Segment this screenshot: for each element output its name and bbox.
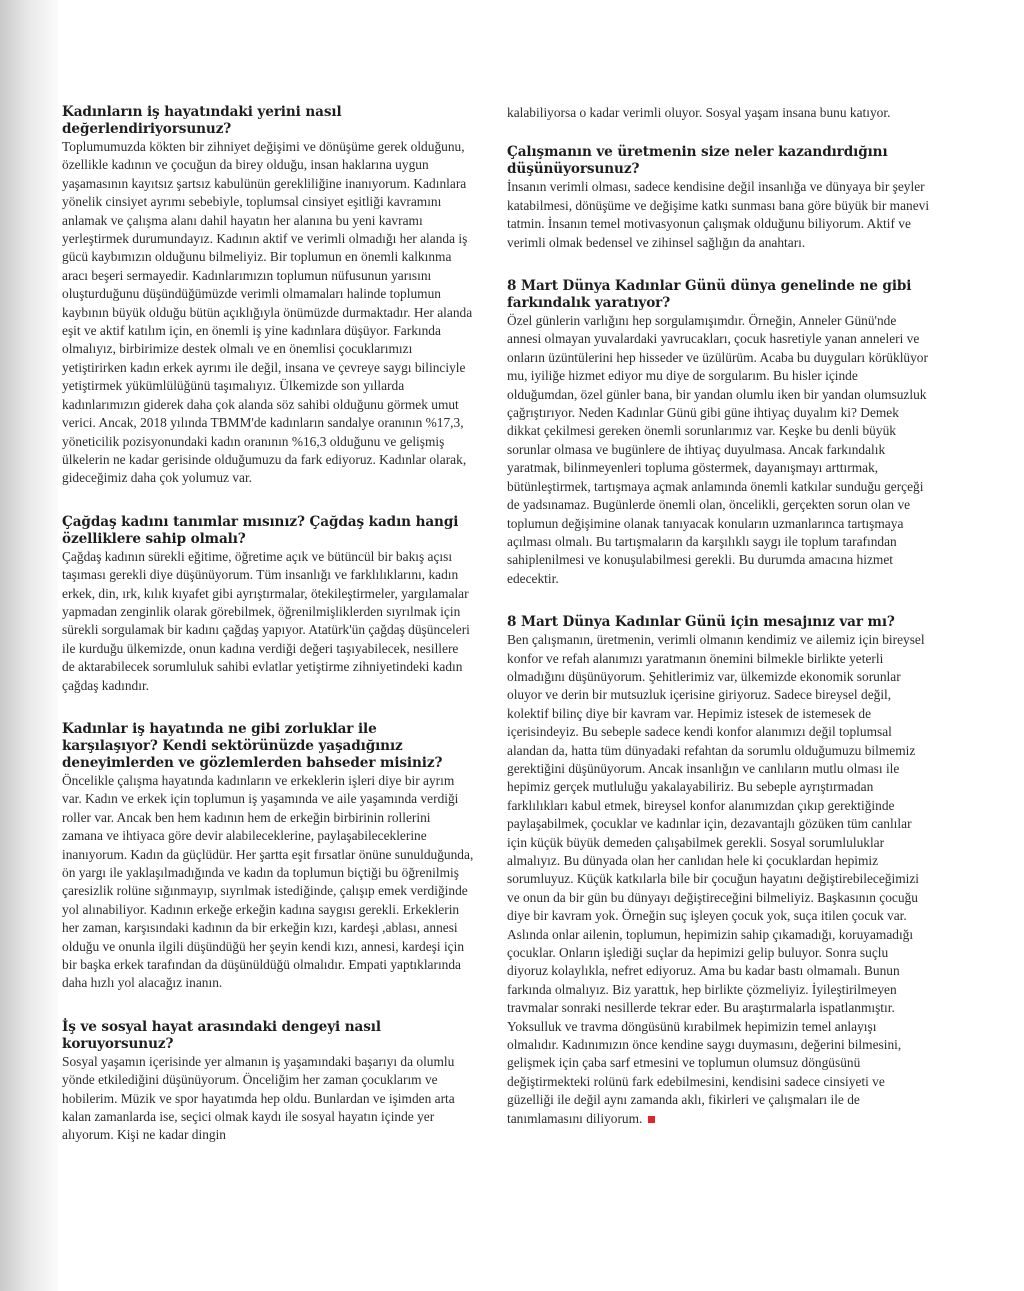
answer-body: Ben çalışmanın, üretmenin, verimli olmanın kendimiz ve ailemiz için bireysel konfor ve refah alanımızı yaratmanın önemini bilmekle birlikte yeterli olmadığını düşünüyorum. Şehitlerimiz var, ülkemizde ekonomik sorunlar oluyor ve derin bir mutsuzluk içerisine giriyoruz. Sadece bireysel değil, kolektif bilinç diye bir kavram var. Hepimiz istesek de istemesek de içerisindeyiz. Bu sebeple sadece kendi konfor alanımızı değil toplumsal alandan da, hatta tüm dünyadaki refahtan da sorumlu olduğumuzu bilmemiz gerektiğini düşünüyorum. Ancak insanlığın ve canlıların mutlu olması ile hepimiz gerçek mutluluğu yakalayabiliriz. Bu sebeple ayrıştırmadan farklılıkları kabul etmek, bireysel konfor alanımızdan çıkıp gerektiğinde paylaşabilmek, çocuklar ve kadınlar için, dezavantajlı gözüken tüm canlılar için küçük büyük demeden çalışabilmek gerekli. Sosyal sorumluluklar almalıyız. Bu dünyada olan her canlıdan hele ki çocuklardan hepimiz sorumluyuz. Küçük katkılarla bile bir çocuğun hayatını değiştirebileceğimizi ve onun da bir gün bu dünyayı değiştireceğini bilmeliyiz. Başkasının çocuğu diye bir kavram yok. Örneğin suç işleyen çocuk yok, suça itilen çocuk var. Aslında onlar ailenin, toplumun, hepimizin sahip çıkamadığı, koruyamadığı çocuklar. Onların işlediği suçlar da hepimizi gelip buluyor. Sonra suçlu diyoruz kolaylıkla, nefret ediyoruz. Ama bu kadar bastı olmamalı. Bunun farkında olmalıyız. Biz yarattık, hep birlikte çözmeliyiz. İyileştirilmeyen travmalar sonraki nesillerde tekrar eder. Bu araştırmalarla ispatlanmıştır. Yoksulluk ve travma döngüsünü kırabilmek hepimizin temel anlayışı olmalıdır. Kadınımızın önce kendine saygı duymasını, değerini bilmesini, gelişmek için çaba sarf etmesini ve toplumun olumsuz döngüsünü değiştirmekteki rolünü fark edebilmesini, kendisini sadece cinsiyeti ve güzelliği ile değil aynı zamanda aklı, fikirleri ve çalışmaları ile de tanımlamasını diliyorum.	[507, 632, 925, 1126]
answer-text: Özel günlerin varlığını hep sorgulamışımdır. Örneğin, Anneler Günü'nde annesi olmayan yuvalardaki yavrucakları, çocuk hasretiyle yanan anneleri ve onların üzüntülerini hep hisseder ve üzülürüm. Acaba bu duyguları körüklüyor mu, iyiliğe hizmet ediyor mu diye de sorgularım. Bu hisler içinde olduğumdan, özel günler bana, bir yandan olumlu iken bir yandan olumsuzluk çağrıştırıyor. Neden Kadınlar Günü gibi güne ihtiyaç duyalım ki? Demek dikkat çekilmesi gereken önemli sorunlarımız var. Keşke bu denli büyük sorunlar olmasa ve bugünlere de ihtiyaç duyulmasa. Ancak farkındalık yaratmak, bilinmeyenleri topluma göstermek, dayanışmayı arttırmak, bütünleştirmek, tartışmaya açmak anlamında önemli katkılar sunduğu gerçeği de yadsınamaz. Bugünlerde önemli olan, öncelikli, gerçekten sorun olan ve toplumun değişimine olanak tanıyacak konuların uzmanlarınca tartışmaya açılması olmalı. Bu tartışmaların da karşılıklı saygı ile toplum tarafından sahiplenilmesi ve konuşulabilmesi gerekli. Bu durumda amacına hizmet edecektir.	[507, 313, 928, 586]
qa-section	[62, 721, 474, 993]
question-heading: Kadınların iş hayatındaki yerini nasıl değerlendiriyorsunuz?	[62, 104, 342, 137]
article-end-mark	[648, 1116, 655, 1123]
answer-text: Çağdaş kadının sürekli eğitime, öğretime açık ve bütüncül bir bakış açısı taşıması gerekli diye düşünüyorum. Tüm insanlığı ve farklılıklarını, kadın erkek, din, ırk, kılık kıyafet gibi ayrıştırmalar, ötekileştirmeler, yargılamalar yapmadan zenginlik olarak görebilmek, öğrenilmişliklerden sıyrılmak için sürekli sorgulamak bir kadını çağdaş yapıyor. Atatürk'ün çağdaş düşünceleri ile kurduğu ülkemizde, onun kadına verdiği değeri taşıyabilecek, nesillere de aktarabilecek sorumluluk sahibi evlatlar yetiştirme zihniyetindeki kadın çağdaş kadındır.	[62, 548, 470, 693]
continued-answer-text: kalabiliyorsa o kadar verimli oluyor. Sosyal yaşam insana bunu katıyor.	[507, 105, 891, 120]
qa-section	[62, 104, 474, 488]
answer-text: Öncelikle çalışma hayatında kadınların ve erkeklerin işleri diye bir ayrım var. Kadın ve erkek için toplumun iş yaşamında ve aile yaşamında verdiği roller var. Ancak ben hem kadının hem de erkeğin birbirinin rollerini zamana ve ihtiyaca göre devir alabileceklerine, paylaşabileceklerine inanıyorum. Kadın da güçlüdür. Her şartta eşit fırsatlar önüne sunulduğunda, ön yargı ile yaklaşılmadığında ve kadın da toplumun biçtiği bu öğrenilmiş çaresizlik rolüne sığınmayıp, sıyrılmak istediğinde, çalışıp emek verdiğinde yol alınabiliyor. Kadının erkeğe erkeğin kadına saygısı gerekli. Erkeklerin her zaman, karşısındaki kadının da bir erkeğin kızı, kardeşi ,ablası, annesi olduğu ve onunla ilgili düşündüğü her şeyin kendi kızı, annesi, kardeşi için bir başka erkek tarafından da düşünüldüğü olmalıdır. Empati yaptıklarında daha hızlı yol alacağız inanın.	[62, 772, 474, 991]
question-heading: Çalışmanın ve üretmenin size neler kazandırdığını düşünüyorsunuz?	[507, 144, 888, 178]
left-column	[62, 104, 474, 1171]
page-fold-shadow	[0, 0, 58, 1291]
right-column	[507, 104, 930, 1154]
qa-section	[507, 278, 930, 588]
question-heading: Çağdaş kadını tanımlar mısınız? Çağdaş kadın hangi özelliklere sahip olmalı?	[62, 513, 459, 547]
question-heading: 8 Mart Dünya Kadınlar Günü dünya genelinde ne gibi farkındalık yaratıyor?	[507, 278, 912, 312]
answer-text: İnsanın verimli olması, sadece kendisine değil insanlığa ve dünyaya bir şeyler katabilmesi, dönüşüme ve değişime katkı sunması bana göre büyük bir manevi tatmin. İnsanın temel motivasyonun çalışmak olduğunu biliyorum. Aktif ve verimli olmak bedensel ve zihinsel sağlığın da anahtarı.	[507, 179, 930, 250]
answer-text: Sosyal yaşamın içerisinde yer almanın iş yaşamındaki başarıyı da olumlu yönde etkilediğini düşünüyorum. Önceliğim her zaman çocuklarım ve hobilerim. Müzik ve spor hayatımda hep oldu. Bunlardan ve işimden arta kalan zamanlarda ise, seçici olmak kaydı ile sosyal hayatın içinde yer alıyorum. Kişi ne kadar dingin	[62, 1053, 455, 1143]
answer-text	[507, 631, 930, 1128]
qa-section	[507, 614, 930, 1128]
question-heading: Kadınlar iş hayatında ne gibi zorluklar ile karşılaşıyor? Kendi sektörünüzde yaşadığınız deneyimlerden ve gözlemlerden bahseder misiniz?	[62, 720, 443, 771]
question-heading: İş ve sosyal hayat arasındaki dengeyi nasıl koruyorsunuz?	[62, 1018, 381, 1052]
qa-section	[507, 144, 930, 252]
answer-text: Toplumumuzda kökten bir zihniyet değişimi ve dönüşüme gerek olduğunu, özellikle kadının ve çocuğun da birey olduğu, insan haklarına uygun yaşamasının kayıtsız şartsız kabulünün gerekliliğine inanıyorum. Kadınlara yönelik cinsiyet ayrımı sebebiyle, toplumsal cinsiyet eşitliği kavramını anlamak ve çalışma alanı dahil hayatın her alanına bu yeni kavramı yerleştirmek durumundayız. Kadının aktif ve verimli olmadığı her alanda iş gücü kaybımızın olduğunu bilmeliyiz. Bir toplumun en önemli kalkınma aracı beşeri sermayedir. Kadınlarımızın toplumun nüfusunun yarısını oluşturduğunu düşündüğümüzde verimli olmamaları halinde toplumun kaybının büyük olduğu bütün açıklığıyla önümüzde durmaktadır. Her alanda eşit ve aktif katılım için, en önemli iş yine kadınlara düşüyor. Farkında olmalıyız, birbirimize destek olmalı ve en önemlisi çocuklarımızı yetiştirirken kadın erkek ayrımı ile değil, insana ve çevreye saygı bilinciyle yetiştirmek yükümlülüğünü taşımalıyız. Ülkemizde son yıllarda kadınlarımızın giderek daha çok alanda söz sahibi olduğunu görmek umut verici. Ancak, 2018 yılında TBMM'de kadınların sandalye oranının %17,3, yöneticilik pozisyonundaki kadın oranının %16,3 olduğunu ve gelişmiş ülkelerin ne kadar gerisinde olduğumuzu da fark ediyoruz. Kadınlar olarak, gideceğimiz daha çok yolumuz var.	[62, 139, 473, 486]
question-heading: 8 Mart Dünya Kadınlar Günü için mesajınız var mı?	[507, 614, 895, 631]
qa-section	[62, 514, 474, 695]
qa-section	[62, 1019, 474, 1145]
